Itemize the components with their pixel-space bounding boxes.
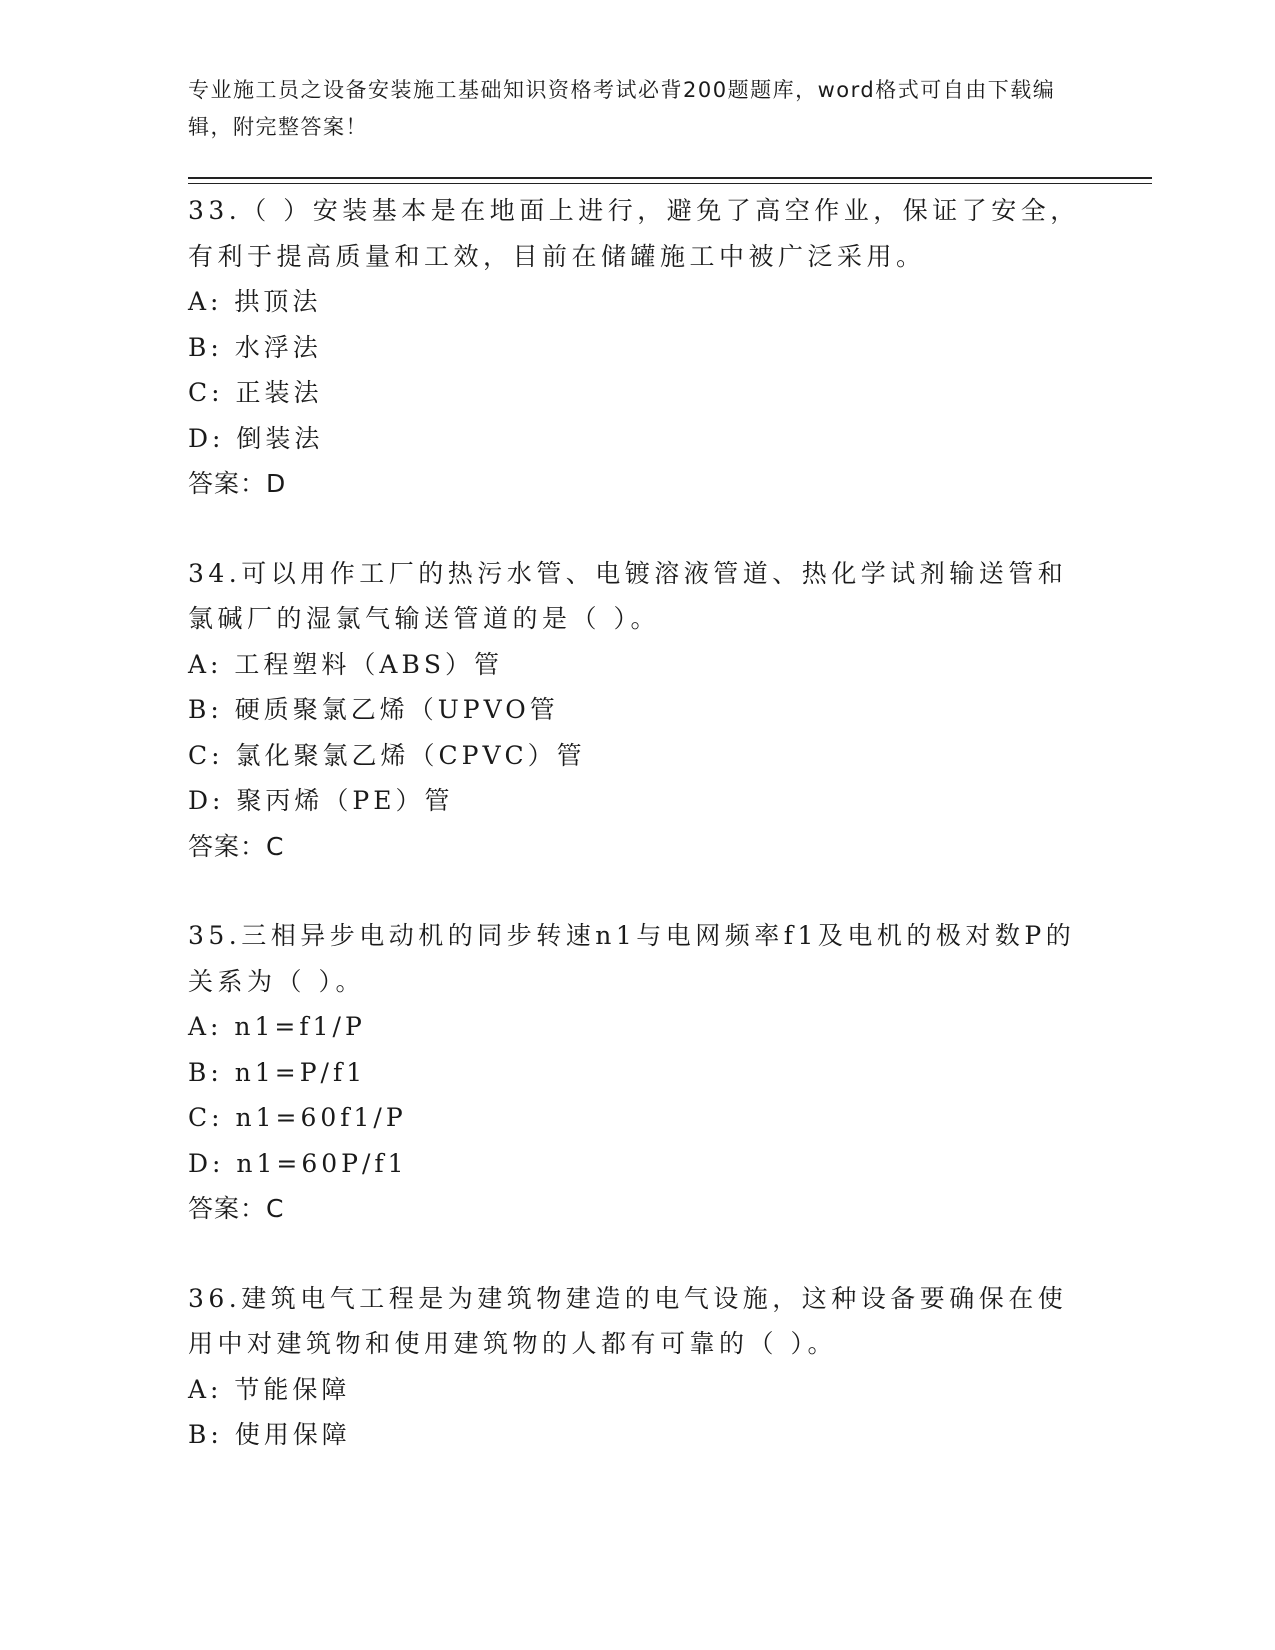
option-b: B: n1=P/f1 xyxy=(188,1057,367,1087)
question-33 xyxy=(188,188,1088,507)
question-36 xyxy=(188,1276,1088,1458)
question-35 xyxy=(188,913,1088,1232)
question-stem: 35.三相异步电动机的同步转速n1与电网频率f1及电机的极对数P的关系为（ ）。 xyxy=(188,921,1076,996)
option-d: D: n1=60P/f1 xyxy=(188,1148,408,1178)
question-list xyxy=(188,188,1088,1502)
option-b: B: 水浮法 xyxy=(188,332,322,362)
option-b: B: 使用保障 xyxy=(188,1420,351,1449)
answer: 答案：C xyxy=(188,831,285,861)
document-header: 专业施工员之设备安装施工基础知识资格考试必背200题题库，word格式可自由下载编辑，附完整答案！ xyxy=(188,78,1056,139)
header-divider-thin xyxy=(188,183,1152,184)
option-a: A: 拱顶法 xyxy=(188,287,322,316)
header-divider xyxy=(188,177,1152,179)
question-34 xyxy=(188,551,1088,870)
option-c: C: n1=60f1/P xyxy=(188,1103,407,1132)
option-a: A: 工程塑料（ABS）管 xyxy=(188,649,503,679)
option-b: B: 硬质聚氯乙烯（UPVO管 xyxy=(188,695,559,724)
option-c: C: 氯化聚氯乙烯（CPVC）管 xyxy=(188,740,586,770)
option-d: D: 倒装法 xyxy=(188,423,324,453)
option-d: D: 聚丙烯（PE）管 xyxy=(188,786,454,815)
answer: 答案：C xyxy=(188,1194,285,1223)
question-stem: 34.可以用作工厂的热污水管、电镀溶液管道、热化学试剂输送管和氯碱厂的湿氯气输送管道的是（ ）。 xyxy=(188,558,1068,633)
answer: 答案：D xyxy=(188,469,287,498)
option-c: C: 正装法 xyxy=(188,378,323,407)
question-stem: 36.建筑电气工程是为建筑物建造的电气设施，这种设备要确保在使用中对建筑物和使用建筑物的人都有可靠的（ ）。 xyxy=(188,1283,1068,1358)
question-stem: 33.（ ）安装基本是在地面上进行，避免了高空作业，保证了安全，有利于提高质量和工效，目前在储罐施工中被广泛采用。 xyxy=(188,196,1080,271)
option-a: A: n1=f1/P xyxy=(188,1012,366,1041)
option-a: A: 节能保障 xyxy=(188,1374,351,1404)
